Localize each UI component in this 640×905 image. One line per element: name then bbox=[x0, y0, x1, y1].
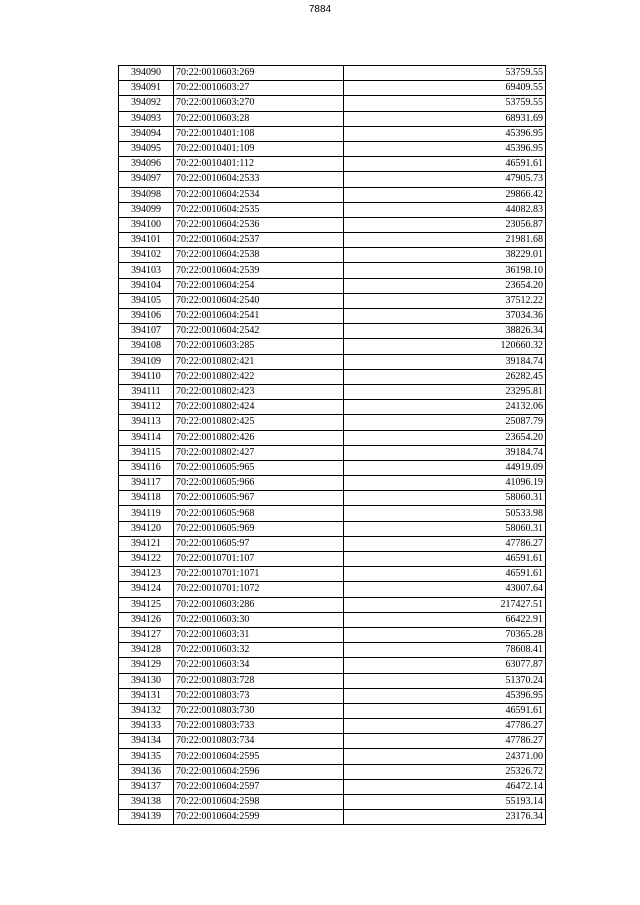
value-cell: 46472.14 bbox=[344, 779, 546, 794]
row-number-cell: 394092 bbox=[119, 96, 174, 111]
row-number-cell: 394101 bbox=[119, 233, 174, 248]
value-cell: 53759.55 bbox=[344, 96, 546, 111]
table-row bbox=[119, 202, 546, 217]
cadastral-number-cell: 70:22:0010401:108 bbox=[174, 126, 344, 141]
cadastral-number-cell: 70:22:0010603:32 bbox=[174, 643, 344, 658]
row-number-cell: 394103 bbox=[119, 263, 174, 278]
table-row bbox=[119, 536, 546, 551]
cadastral-number-cell: 70:22:0010603:286 bbox=[174, 597, 344, 612]
table-row bbox=[119, 719, 546, 734]
table-row bbox=[119, 233, 546, 248]
row-number-cell: 394134 bbox=[119, 734, 174, 749]
row-number-cell: 394138 bbox=[119, 795, 174, 810]
value-cell: 58060.31 bbox=[344, 521, 546, 536]
value-cell: 69409.55 bbox=[344, 81, 546, 96]
value-cell: 55193.14 bbox=[344, 795, 546, 810]
cadastral-number-cell: 70:22:0010802:425 bbox=[174, 415, 344, 430]
value-cell: 44082.83 bbox=[344, 202, 546, 217]
table-row bbox=[119, 582, 546, 597]
value-cell: 24371.00 bbox=[344, 749, 546, 764]
value-cell: 39184.74 bbox=[344, 354, 546, 369]
table-row bbox=[119, 567, 546, 582]
cadastral-number-cell: 70:22:0010802:426 bbox=[174, 430, 344, 445]
table-row bbox=[119, 309, 546, 324]
row-number-cell: 394106 bbox=[119, 309, 174, 324]
table-row bbox=[119, 172, 546, 187]
value-cell: 120660.32 bbox=[344, 339, 546, 354]
table-row bbox=[119, 521, 546, 536]
value-cell: 29866.42 bbox=[344, 187, 546, 202]
row-number-cell: 394120 bbox=[119, 521, 174, 536]
cadastral-number-cell: 70:22:0010803:728 bbox=[174, 673, 344, 688]
row-number-cell: 394129 bbox=[119, 658, 174, 673]
value-cell: 68931.69 bbox=[344, 111, 546, 126]
cadastral-number-cell: 70:22:0010605:968 bbox=[174, 506, 344, 521]
cadastral-number-cell: 70:22:0010401:109 bbox=[174, 141, 344, 156]
table-row bbox=[119, 81, 546, 96]
value-cell: 23056.87 bbox=[344, 217, 546, 232]
value-cell: 38826.34 bbox=[344, 324, 546, 339]
table-row bbox=[119, 445, 546, 460]
table-row bbox=[119, 764, 546, 779]
row-number-cell: 394094 bbox=[119, 126, 174, 141]
value-cell: 46591.61 bbox=[344, 703, 546, 718]
table-row bbox=[119, 734, 546, 749]
value-cell: 23654.20 bbox=[344, 278, 546, 293]
table-row bbox=[119, 96, 546, 111]
value-cell: 26282.45 bbox=[344, 369, 546, 384]
cadastral-number-cell: 70:22:0010802:422 bbox=[174, 369, 344, 384]
cadastral-number-cell: 70:22:0010803:734 bbox=[174, 734, 344, 749]
table-row bbox=[119, 749, 546, 764]
row-number-cell: 394110 bbox=[119, 369, 174, 384]
value-cell: 44919.09 bbox=[344, 460, 546, 475]
value-cell: 63077.87 bbox=[344, 658, 546, 673]
value-cell: 36198.10 bbox=[344, 263, 546, 278]
table-row bbox=[119, 627, 546, 642]
table-row bbox=[119, 506, 546, 521]
table-row bbox=[119, 597, 546, 612]
value-cell: 47905.73 bbox=[344, 172, 546, 187]
value-cell: 47786.27 bbox=[344, 734, 546, 749]
row-number-cell: 394124 bbox=[119, 582, 174, 597]
row-number-cell: 394125 bbox=[119, 597, 174, 612]
value-cell: 25087.79 bbox=[344, 415, 546, 430]
row-number-cell: 394117 bbox=[119, 476, 174, 491]
cadastral-number-cell: 70:22:0010603:270 bbox=[174, 96, 344, 111]
row-number-cell: 394104 bbox=[119, 278, 174, 293]
value-cell: 24132.06 bbox=[344, 400, 546, 415]
table-row bbox=[119, 126, 546, 141]
cadastral-number-cell: 70:22:0010604:2541 bbox=[174, 309, 344, 324]
cadastral-number-cell: 70:22:0010603:27 bbox=[174, 81, 344, 96]
cadastral-number-cell: 70:22:0010603:285 bbox=[174, 339, 344, 354]
table-row bbox=[119, 384, 546, 399]
row-number-cell: 394111 bbox=[119, 384, 174, 399]
table-row bbox=[119, 430, 546, 445]
table-row bbox=[119, 400, 546, 415]
row-number-cell: 394114 bbox=[119, 430, 174, 445]
value-cell: 51370.24 bbox=[344, 673, 546, 688]
row-number-cell: 394137 bbox=[119, 779, 174, 794]
row-number-cell: 394113 bbox=[119, 415, 174, 430]
value-cell: 58060.31 bbox=[344, 491, 546, 506]
cadastral-number-cell: 70:22:0010604:2599 bbox=[174, 810, 344, 825]
table-row bbox=[119, 795, 546, 810]
value-cell: 37512.22 bbox=[344, 293, 546, 308]
value-cell: 47786.27 bbox=[344, 719, 546, 734]
row-number-cell: 394107 bbox=[119, 324, 174, 339]
cadastral-number-cell: 70:22:0010802:424 bbox=[174, 400, 344, 415]
row-number-cell: 394122 bbox=[119, 552, 174, 567]
table-row bbox=[119, 66, 546, 81]
table-row bbox=[119, 658, 546, 673]
row-number-cell: 394121 bbox=[119, 536, 174, 551]
cadastral-number-cell: 70:22:0010701:1071 bbox=[174, 567, 344, 582]
row-number-cell: 394118 bbox=[119, 491, 174, 506]
cadastral-number-cell: 70:22:0010803:73 bbox=[174, 688, 344, 703]
cadastral-number-cell: 70:22:0010605:965 bbox=[174, 460, 344, 475]
cadastral-number-cell: 70:22:0010603:269 bbox=[174, 66, 344, 81]
cadastral-number-cell: 70:22:0010605:97 bbox=[174, 536, 344, 551]
row-number-cell: 394136 bbox=[119, 764, 174, 779]
value-cell: 45396.95 bbox=[344, 141, 546, 156]
value-cell: 78608.41 bbox=[344, 643, 546, 658]
row-number-cell: 394115 bbox=[119, 445, 174, 460]
value-cell: 21981.68 bbox=[344, 233, 546, 248]
table-row bbox=[119, 779, 546, 794]
table-row bbox=[119, 187, 546, 202]
table-row bbox=[119, 415, 546, 430]
cadastral-number-cell: 70:22:0010603:30 bbox=[174, 612, 344, 627]
cadastral-number-cell: 70:22:0010603:28 bbox=[174, 111, 344, 126]
table-row bbox=[119, 460, 546, 475]
row-number-cell: 394093 bbox=[119, 111, 174, 126]
cadastral-value-table bbox=[118, 65, 546, 825]
value-cell: 37034.36 bbox=[344, 309, 546, 324]
table-row bbox=[119, 217, 546, 232]
table-row bbox=[119, 643, 546, 658]
value-cell: 66422.91 bbox=[344, 612, 546, 627]
value-cell: 41096.19 bbox=[344, 476, 546, 491]
row-number-cell: 394119 bbox=[119, 506, 174, 521]
cadastral-number-cell: 70:22:0010605:966 bbox=[174, 476, 344, 491]
value-cell: 23654.20 bbox=[344, 430, 546, 445]
row-number-cell: 394128 bbox=[119, 643, 174, 658]
row-number-cell: 394126 bbox=[119, 612, 174, 627]
table-row bbox=[119, 810, 546, 825]
row-number-cell: 394096 bbox=[119, 157, 174, 172]
value-cell: 45396.95 bbox=[344, 688, 546, 703]
value-cell: 23295.81 bbox=[344, 384, 546, 399]
cadastral-number-cell: 70:22:0010604:2539 bbox=[174, 263, 344, 278]
row-number-cell: 394133 bbox=[119, 719, 174, 734]
table-row bbox=[119, 369, 546, 384]
value-cell: 43007.64 bbox=[344, 582, 546, 597]
cadastral-number-cell: 70:22:0010701:1072 bbox=[174, 582, 344, 597]
table-row bbox=[119, 552, 546, 567]
row-number-cell: 394105 bbox=[119, 293, 174, 308]
table-row bbox=[119, 476, 546, 491]
cadastral-number-cell: 70:22:0010604:2597 bbox=[174, 779, 344, 794]
cadastral-number-cell: 70:22:0010802:421 bbox=[174, 354, 344, 369]
table-body bbox=[119, 66, 546, 825]
table-row bbox=[119, 339, 546, 354]
table-row bbox=[119, 491, 546, 506]
cadastral-number-cell: 70:22:0010604:2536 bbox=[174, 217, 344, 232]
value-cell: 53759.55 bbox=[344, 66, 546, 81]
cadastral-number-cell: 70:22:0010604:2596 bbox=[174, 764, 344, 779]
value-cell: 47786.27 bbox=[344, 536, 546, 551]
table-row bbox=[119, 354, 546, 369]
cadastral-number-cell: 70:22:0010603:34 bbox=[174, 658, 344, 673]
table-row bbox=[119, 324, 546, 339]
row-number-cell: 394091 bbox=[119, 81, 174, 96]
table-row bbox=[119, 248, 546, 263]
row-number-cell: 394132 bbox=[119, 703, 174, 718]
table-row bbox=[119, 157, 546, 172]
cadastral-number-cell: 70:22:0010803:733 bbox=[174, 719, 344, 734]
cadastral-number-cell: 70:22:0010802:423 bbox=[174, 384, 344, 399]
cadastral-number-cell: 70:22:0010604:2542 bbox=[174, 324, 344, 339]
value-cell: 217427.51 bbox=[344, 597, 546, 612]
row-number-cell: 394102 bbox=[119, 248, 174, 263]
row-number-cell: 394112 bbox=[119, 400, 174, 415]
table-row bbox=[119, 263, 546, 278]
row-number-cell: 394139 bbox=[119, 810, 174, 825]
table-row bbox=[119, 673, 546, 688]
cadastral-number-cell: 70:22:0010605:967 bbox=[174, 491, 344, 506]
table-row bbox=[119, 111, 546, 126]
cadastral-number-cell: 70:22:0010605:969 bbox=[174, 521, 344, 536]
cadastral-number-cell: 70:22:0010701:107 bbox=[174, 552, 344, 567]
row-number-cell: 394131 bbox=[119, 688, 174, 703]
cadastral-number-cell: 70:22:0010603:31 bbox=[174, 627, 344, 642]
cadastral-number-cell: 70:22:0010604:2534 bbox=[174, 187, 344, 202]
cadastral-number-cell: 70:22:0010803:730 bbox=[174, 703, 344, 718]
cadastral-number-cell: 70:22:0010604:2533 bbox=[174, 172, 344, 187]
row-number-cell: 394127 bbox=[119, 627, 174, 642]
value-cell: 25326.72 bbox=[344, 764, 546, 779]
page-number: 7884 bbox=[308, 4, 332, 15]
cadastral-number-cell: 70:22:0010802:427 bbox=[174, 445, 344, 460]
row-number-cell: 394130 bbox=[119, 673, 174, 688]
row-number-cell: 394108 bbox=[119, 339, 174, 354]
cadastral-number-cell: 70:22:0010604:2537 bbox=[174, 233, 344, 248]
row-number-cell: 394099 bbox=[119, 202, 174, 217]
row-number-cell: 394100 bbox=[119, 217, 174, 232]
table-row bbox=[119, 141, 546, 156]
row-number-cell: 394097 bbox=[119, 172, 174, 187]
table-row bbox=[119, 612, 546, 627]
row-number-cell: 394090 bbox=[119, 66, 174, 81]
row-number-cell: 394123 bbox=[119, 567, 174, 582]
table-row bbox=[119, 688, 546, 703]
value-cell: 46591.61 bbox=[344, 157, 546, 172]
value-cell: 45396.95 bbox=[344, 126, 546, 141]
row-number-cell: 394095 bbox=[119, 141, 174, 156]
value-cell: 50533.98 bbox=[344, 506, 546, 521]
value-cell: 46591.61 bbox=[344, 552, 546, 567]
table-row bbox=[119, 278, 546, 293]
cadastral-number-cell: 70:22:0010604:2595 bbox=[174, 749, 344, 764]
table-row bbox=[119, 293, 546, 308]
row-number-cell: 394135 bbox=[119, 749, 174, 764]
cadastral-number-cell: 70:22:0010604:2598 bbox=[174, 795, 344, 810]
value-cell: 23176.34 bbox=[344, 810, 546, 825]
cadastral-number-cell: 70:22:0010604:2538 bbox=[174, 248, 344, 263]
value-cell: 39184.74 bbox=[344, 445, 546, 460]
value-cell: 46591.61 bbox=[344, 567, 546, 582]
cadastral-number-cell: 70:22:0010604:254 bbox=[174, 278, 344, 293]
row-number-cell: 394116 bbox=[119, 460, 174, 475]
value-cell: 38229.01 bbox=[344, 248, 546, 263]
value-cell: 70365.28 bbox=[344, 627, 546, 642]
cadastral-number-cell: 70:22:0010604:2540 bbox=[174, 293, 344, 308]
row-number-cell: 394098 bbox=[119, 187, 174, 202]
cadastral-number-cell: 70:22:0010604:2535 bbox=[174, 202, 344, 217]
row-number-cell: 394109 bbox=[119, 354, 174, 369]
cadastral-number-cell: 70:22:0010401:112 bbox=[174, 157, 344, 172]
table-row bbox=[119, 703, 546, 718]
